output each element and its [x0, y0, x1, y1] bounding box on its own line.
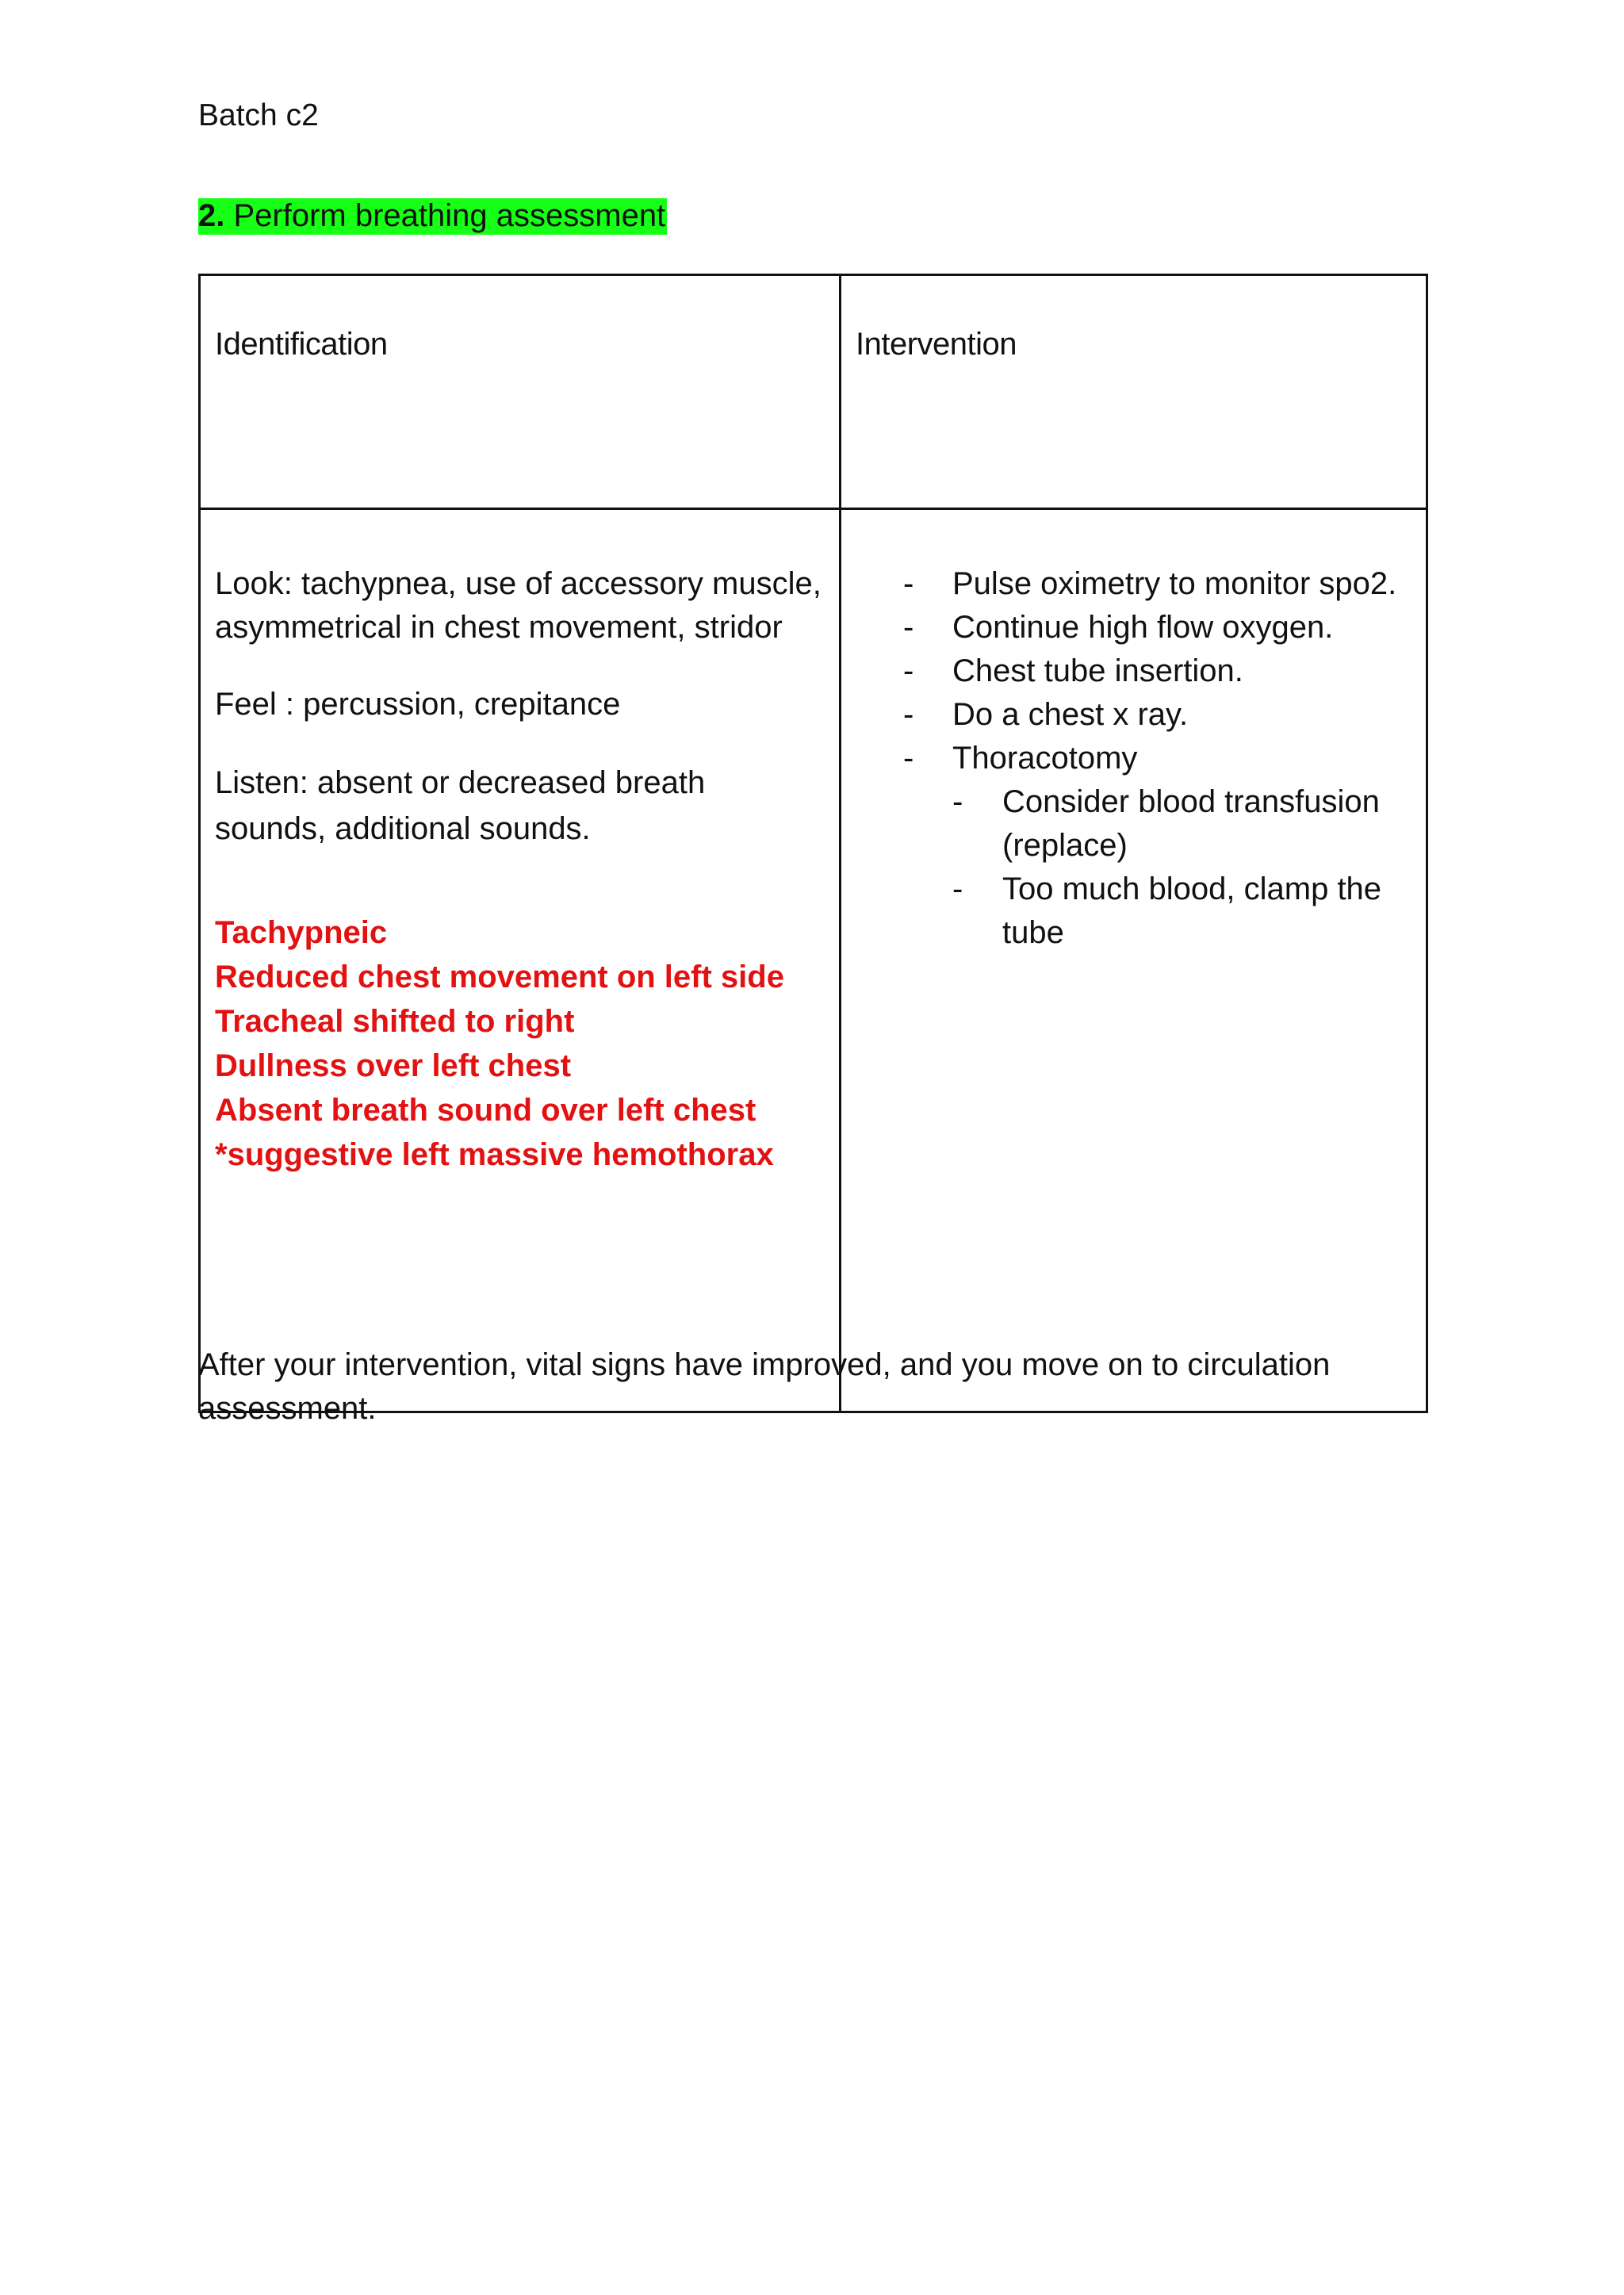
intervention-item: - Continue high flow oxygen.: [903, 606, 1410, 649]
footer-text: After your intervention, vital signs have improved, and you move on to circulation assessment.: [198, 1347, 1331, 1426]
intervention-header: Intervention: [841, 275, 1427, 509]
assessment-table: [198, 274, 1428, 1413]
feel-text: Feel : percussion, crepitance: [215, 687, 621, 722]
intervention-item: - Do a chest x ray.: [903, 693, 1410, 737]
intervention-sub-list: [952, 780, 1410, 955]
section-title: Perform breathing assessment: [233, 198, 666, 233]
section-number: 2.: [198, 198, 225, 233]
section-heading: [198, 197, 667, 235]
intervention-list: [903, 562, 1410, 780]
findings-list: [215, 910, 823, 1177]
page-header: Batch c2: [198, 98, 319, 132]
intervention-item: - Thoracotomy: [903, 737, 1410, 780]
look-text: Look: tachypnea, use of accessory muscle, asymmetrical in chest movement, stridor: [215, 566, 822, 645]
table-body-row: [200, 509, 1427, 1412]
finding-item: Reduced chest movement on left side: [215, 960, 784, 994]
identification-cell: [200, 509, 841, 1412]
intervention-sub-item: - Too much blood, clamp the tube: [952, 868, 1410, 955]
identification-header: Identification: [200, 275, 841, 509]
table-header-row: [200, 275, 1427, 509]
listen-text: Listen: absent or decreased breath sounds, additional sounds.: [215, 765, 706, 846]
intervention-item: - Chest tube insertion.: [903, 649, 1410, 693]
heading-highlight: [198, 198, 667, 235]
finding-item: Dullness over left chest: [215, 1048, 572, 1083]
finding-item: Tracheal shifted to right: [215, 1004, 575, 1039]
intervention-cell: [841, 509, 1427, 1412]
finding-item: Absent breath sound over left chest: [215, 1093, 756, 1128]
intervention-item: - Pulse oximetry to monitor spo2.: [903, 562, 1410, 606]
intervention-sub-item: - Consider blood transfusion (replace): [952, 780, 1410, 868]
finding-item: Tachypneic: [215, 915, 388, 950]
finding-item: *suggestive left massive hemothorax: [215, 1137, 774, 1172]
